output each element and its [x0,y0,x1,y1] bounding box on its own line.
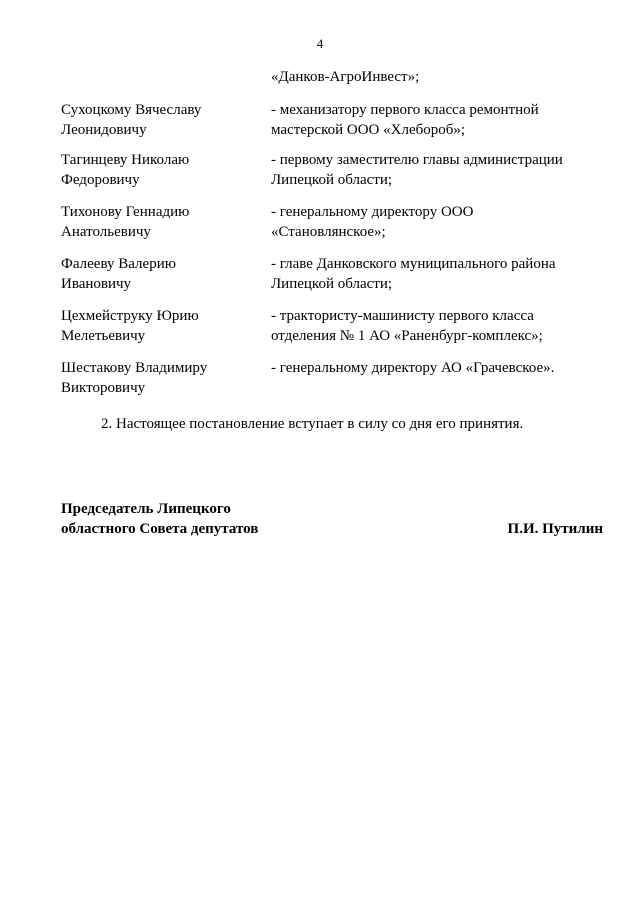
recipient-patronymic-line: Анатольевичу [61,224,151,240]
recipient-name [61,100,271,140]
position-line: - главе Данковского муниципального района [271,256,556,272]
recipient-surname-line: Шестакову Владимиру [61,360,208,376]
award-row [61,254,581,294]
position-line: - трактористу-машинисту первого класса [271,308,534,324]
recipient-position [271,150,581,190]
recipient-name [61,306,271,346]
recipient-surname-line: Тагинцеву Николаю [61,152,190,168]
recipient-surname-line: Тихонову Геннадию [61,204,190,220]
recipient-patronymic-line: Викторовичу [61,380,146,396]
position-line: - генеральному директору АО «Грачевское». [271,360,555,376]
recipient-surname-line: Фалееву Валерию [61,256,176,272]
position-line: мастерской ООО «Хлебороб»; [271,122,466,138]
recipient-position [271,306,581,346]
recipient-position [271,202,581,242]
recipient-name [61,358,271,398]
signature-block [61,499,603,539]
awards-list [61,100,581,410]
signatory-title-line: областного Совета депутатов [61,521,259,537]
signatory-title-line: Председатель Липецкого [61,501,231,517]
page-number: 4 [316,36,324,51]
recipient-patronymic-line: Мелетьевичу [61,328,146,344]
position-line: «Становлянское»; [271,224,386,240]
recipient-position [271,100,581,140]
award-row [61,358,581,398]
signature-line [61,519,603,539]
recipient-surname-line: Сухоцкому Вячеславу [61,102,202,118]
award-row [61,100,581,140]
position-line: Липецкой области; [271,276,393,292]
position-line: - генеральному директору ООО [271,204,474,220]
recipient-patronymic-line: Леонидовичу [61,122,147,138]
award-row [61,202,581,242]
position-line: - механизатору первого класса ремонтной [271,102,539,118]
recipient-patronymic-line: Федоровичу [61,172,140,188]
recipient-position [271,254,581,294]
position-line: Липецкой области; [271,172,393,188]
award-row [61,306,581,346]
position-line: - первому заместителю главы администрации [271,152,563,168]
recipient-patronymic-line: Ивановичу [61,276,132,292]
signatory-name: П.И. Путилин [507,521,603,537]
award-row [61,150,581,190]
effective-clause: 2. Настоящее постановление вступает в силу со дня его принятия. [101,416,524,432]
recipient-name [61,150,271,190]
recipient-name [61,202,271,242]
recipient-position [271,358,581,398]
recipient-surname-line: Цехмейструку Юрию [61,308,199,324]
position-line: отделения № 1 АО «Раненбург-комплекс»; [271,328,543,344]
continuation-text: «Данков-АгроИнвест»; [271,69,420,85]
recipient-name [61,254,271,294]
